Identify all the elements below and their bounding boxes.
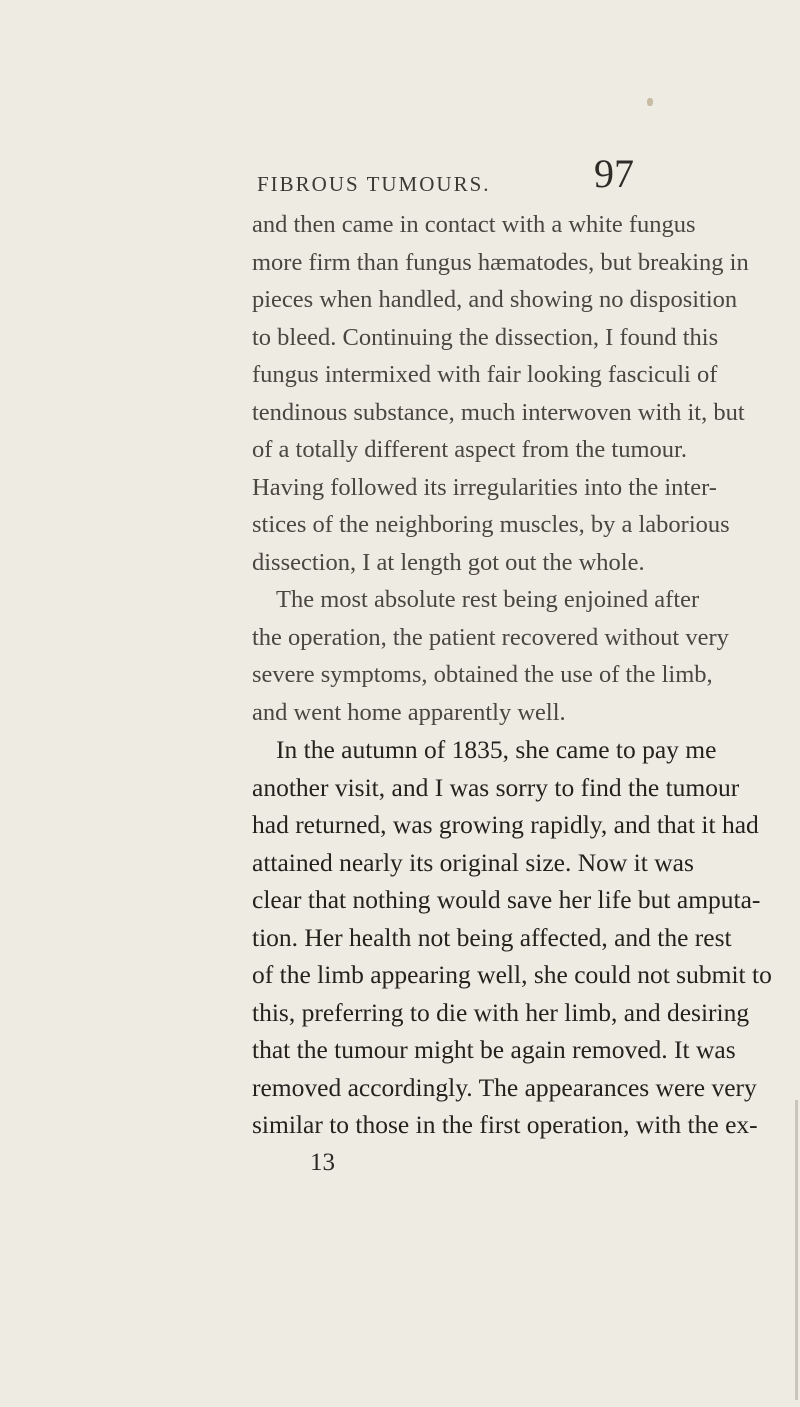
text-line: tion. Her health not being affected, and the rest: [252, 922, 732, 952]
page-number: 97: [594, 151, 634, 196]
text-line: and then came in contact with a white fungus: [252, 211, 696, 238]
text-line: fungus intermixed with fair looking fasciculi of: [252, 361, 718, 388]
text-line: more firm than fungus hæmatodes, but breaking in: [252, 248, 749, 276]
text-line: had returned, was growing rapidly, and that it had: [252, 810, 759, 839]
text-line: of the limb appearing well, she could not submit to: [252, 960, 772, 989]
text-line: stices of the neighboring muscles, by a laborious: [252, 511, 730, 538]
text-line: to bleed. Continuing the dissection, I found this: [252, 323, 719, 351]
paragraph-autumn: [252, 731, 772, 1144]
text-line: severe symptoms, obtained the use of the limb,: [252, 661, 713, 688]
text-line: attained nearly its original size. Now it was: [252, 847, 694, 877]
text-line: similar to those in the first operation, with the ex-: [252, 1110, 758, 1139]
text-line: of a totally different aspect from the tumour.: [252, 436, 687, 463]
text-line: pieces when handled, and showing no disposition: [252, 286, 738, 313]
paper-blemish: [647, 98, 653, 106]
running-head: FIBROUS TUMOURS.: [257, 172, 491, 196]
text-line: dissection, I at length got out the whole.: [252, 548, 645, 576]
page-edge-shadow: [795, 1100, 798, 1400]
text-line: The most absolute rest being enjoined after: [276, 586, 700, 613]
text-line: and went home apparently well.: [252, 698, 566, 726]
text-line: tendinous substance, much interwoven with it, but: [252, 398, 745, 426]
text-line: the operation, the patient recovered without very: [252, 623, 729, 651]
paragraph-continued: [252, 206, 749, 731]
text-line: clear that nothing would save her life but amputa-: [252, 885, 761, 914]
text-line: that the tumour might be again removed. It was: [252, 1035, 736, 1064]
page-header: [257, 140, 657, 200]
text-line: removed accordingly. The appearances were very: [252, 1072, 757, 1102]
text-line: this, preferring to die with her limb, and desiring: [252, 997, 750, 1027]
text-line: In the autumn of 1835, she came to pay me: [276, 735, 717, 764]
text-line: another visit, and I was sorry to find the tumour: [252, 772, 740, 802]
body-text: [252, 206, 772, 1181]
signature-mark: 13: [310, 1148, 335, 1176]
text-line: Having followed its irregularities into the inter-: [252, 473, 717, 501]
